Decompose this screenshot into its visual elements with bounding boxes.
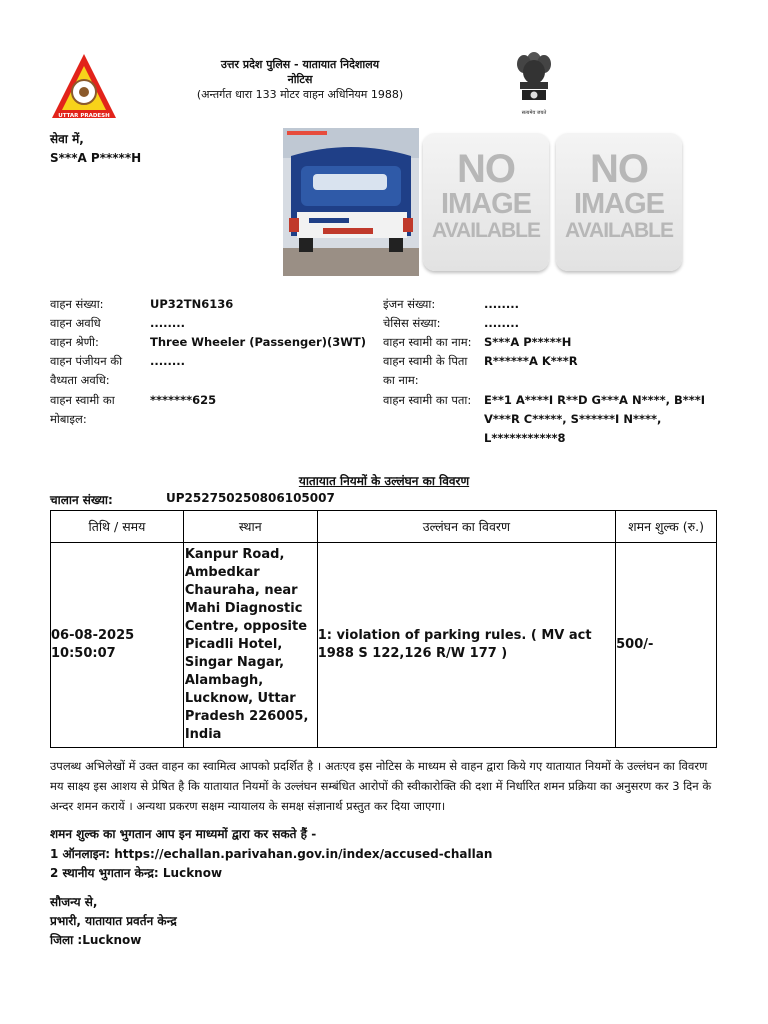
owner-address-line3: L***********8 [484,431,566,445]
payment-local: 2 स्थानीय भुगतान केन्द्र: Lucknow [50,866,223,880]
vehicle-number-label: वाहन संख्या: [50,297,104,311]
header-directorate: उत्तर प्रदेश पुलिस - यातायात निदेशालय [220,58,380,71]
table-header-row [51,511,717,543]
owner-mobile-label-2: मोबाइल: [50,412,87,426]
footer-district: जिला :Lucknow [50,933,142,947]
violation-place: Kanpur Road, Ambedkar Chauraha, near Mahi Diagnostic Centre, opposite Picadli Hotel, Singar Nagar, Alambagh, Lucknow, Uttar Pradesh 226005, India [183,543,317,748]
column-header-fine: शमन शुल्क (रु.) [616,511,717,543]
registration-validity-label: वाहन पंजीयन की [50,354,123,368]
violation-table [50,510,717,748]
salutation: सेवा में, [50,132,84,146]
payment-title: शमन शुल्क का भुगतान आप इन माध्यमों द्वारा कर सकते हैं - [50,827,317,841]
column-header-datetime: तिथि / समय [51,511,184,543]
owner-address-line2: V***R C*****, S******I N****, [484,412,662,426]
engine-number-value: ........ [484,297,519,311]
violation-datetime-cell [51,543,184,748]
column-header-description: उल्लंघन का विवरण [317,511,615,543]
table-row [51,543,717,748]
header-notice-title: नोटिस [287,73,313,86]
svg-text:UTTAR PRADESH: UTTAR PRADESH [58,113,110,119]
challan-number-value: UP252750250806105007 [166,491,335,505]
violation-fine: 500/- [616,543,717,748]
chassis-number-label: चेसिस संख्या: [383,316,441,330]
owner-address-label: वाहन स्वामी का पता: [383,393,472,407]
registration-validity-value: ........ [150,354,185,368]
payment-online: 1 ऑनलाइन: https://echallan.parivahan.gov.in/index/accused-challan [50,847,493,861]
column-header-place: स्थान [183,511,317,543]
no-image-placeholder: NO IMAGE AVAILABLE [556,133,682,271]
chassis-number-value: ........ [484,316,519,330]
challan-number-label: चालान संख्या: [50,493,113,507]
owner-name-value: S***A P*****H [484,335,572,349]
notice-paragraph: उपलब्ध अभिलेखों में उक्त वाहन का स्वामित्व आपको प्रदर्शित है । अतःएव इस नोटिस के माध्यम से वाहन द्वारा किये गए यातायात नियमों के उल्लंघन का विवरण मय साक्ष्य इस आशय से प्रेषित है कि यातायात नियमों के उल्लंघन सम्बंधित आरोपों की स्वीकारोक्ति की दशा में निर्धारित शमन प्रक्रिया का अनुसरण कर 3 दिन के अन्दर शमन करायें । अन्यथा प्रकरण सक्षम न्यायालय के समक्ष संज्ञानार्थ प्रस्तुत कर दिया जाएगा। [50,759,712,813]
violation-time: 10:50:07 [51,646,116,661]
recipient-block [50,130,141,168]
svg-text:सत्यमेव जयते: सत्यमेव जयते [521,110,547,116]
owner-father-value: R******A K***R [484,354,578,368]
no-image-placeholder: NO IMAGE AVAILABLE [423,133,549,271]
vehicle-class-label: वाहन श्रेणी: [50,335,99,349]
owner-father-label-2: का नाम: [383,373,419,387]
owner-mobile-label: वाहन स्वामी का [50,393,115,407]
engine-number-label: इंजन संख्या: [383,297,436,311]
violation-section-title: यातायात नियमों के उल्लंघन का विवरण [298,474,470,488]
vehicle-class-value: Three Wheeler (Passenger)(3WT) [150,335,367,349]
recipient-name: S***A P*****H [50,151,142,165]
owner-mobile-value: *******625 [150,393,217,407]
footer-office: प्रभारी, यातायात प्रवर्तन केन्द्र [50,914,177,928]
vehicle-period-label: वाहन अवधि [50,316,101,330]
notice-header [150,57,450,102]
vehicle-number-value: UP32TN6136 [150,297,234,311]
owner-father-label: वाहन स्वामी के पिता [383,354,468,368]
header-act-reference: (अन्तर्गत धारा 133 मोटर वाहन अधिनियम 1988) [196,88,404,101]
owner-address-line1: E**1 A****I R**D G***A N****, B***I [484,393,706,407]
owner-name-label: वाहन स्वामी का नाम: [383,335,472,349]
footer-signature-block [50,893,177,950]
registration-validity-label-2: वैध्यता अवधि: [50,373,110,387]
violation-date: 06-08-2025 [51,628,135,643]
vehicle-period-value: ........ [150,316,185,330]
vehicle-photo [283,128,419,276]
footer-courtesy: सौजन्य से, [50,895,98,909]
traffic-directorate-logo [50,52,118,122]
national-emblem [512,50,556,120]
violation-description: 1: violation of parking rules. ( MV act 1988 S 122,126 R/W 177 ) [317,543,615,748]
